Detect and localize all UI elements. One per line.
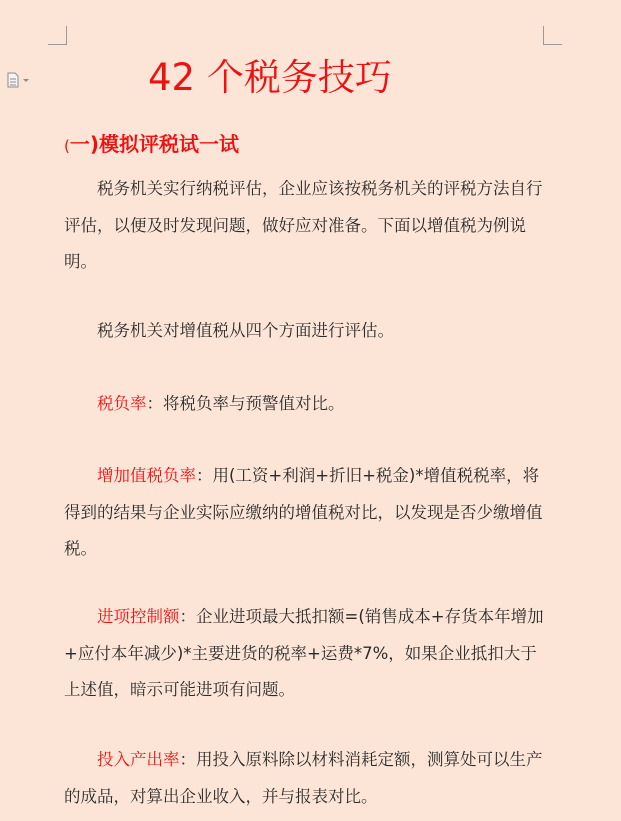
term-label: 进项控制额 — [97, 607, 180, 626]
page-corner-mark-top-left — [48, 26, 67, 45]
paragraph-intro: 税务机关实行纳税评估，企业应该按税务机关的评税方法自行评估，以便及时发现问题，做好应对准备。下面以增值税为例说明。 — [64, 179, 543, 271]
paragraph-overview: 税务机关对增值税从四个方面进行评估。 — [97, 321, 394, 340]
term-text: ：企业进项最大抵扣额=(销售成本+存货本年增加+应付本年减少)*主要进货的税率+运费*7%，如果企业抵扣大于上述值，暗示可能进项有问题。 — [64, 607, 544, 699]
term-label: 增加值税负率 — [97, 466, 196, 485]
paragraph-input-control — [64, 599, 544, 709]
section-heading-text: 一)模拟评税试一试 — [69, 132, 239, 156]
term-text: ：用(工资+利润+折旧+税金)*增值税税率，将得到的结果与企业实际应缴纳的增值税对比，以发现是否少缴增值税。 — [64, 466, 543, 558]
paragraph-input-output-rate — [64, 742, 544, 815]
paragraph-value-added-tax-rate — [64, 458, 544, 568]
term-label: 投入产出率 — [97, 750, 180, 769]
term-text: ：用投入原料除以材料消耗定额，测算处可以生产的成品，对算出企业收入，并与报表对比。 — [64, 750, 543, 806]
page-corner-mark-top-right — [543, 26, 562, 45]
term-label: 税负率 — [97, 394, 147, 413]
document-outline-icon[interactable] — [6, 72, 34, 88]
section-heading-paren: ( — [64, 137, 70, 155]
paragraph-tax-burden-rate — [64, 386, 544, 423]
term-text: ：将税负率与预警值对比。 — [146, 394, 345, 413]
page-title: 42 个税务技巧 — [148, 56, 392, 99]
section-heading — [64, 130, 239, 160]
